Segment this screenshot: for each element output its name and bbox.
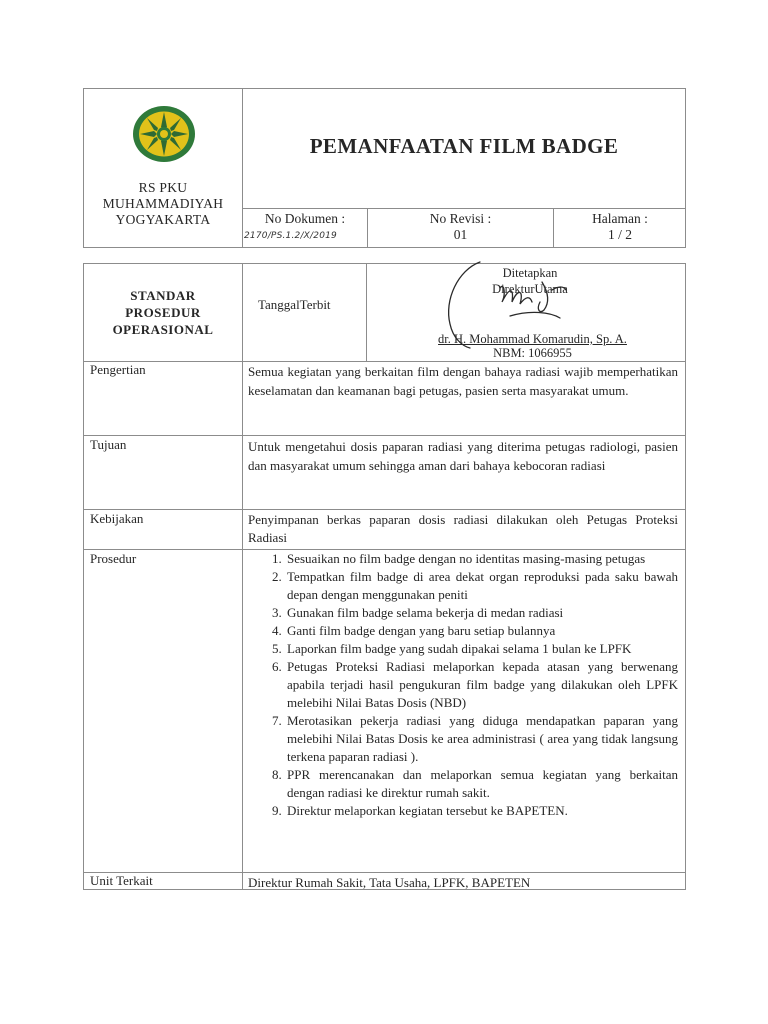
no-dokumen-label: No Dokumen :: [264, 211, 346, 226]
halaman-value: 1 / 2: [607, 227, 632, 242]
tanggal-terbit-label: TanggalTerbit: [258, 297, 331, 312]
list-item: 4. Ganti film badge dengan yang baru setiap bulannya: [285, 622, 678, 640]
tujuan-label: Tujuan: [90, 437, 127, 452]
prosedur-label: Prosedur: [90, 551, 137, 566]
sop-label: STANDAR PROSEDUR OPERASIONAL: [112, 288, 214, 337]
no-revisi-label: No Revisi :: [429, 211, 492, 226]
header-meta-divider: [242, 208, 686, 209]
unit-terkait-text: Direktur Rumah Sakit, Tata Usaha, LPFK, BAPETEN: [248, 875, 531, 890]
signer-name: dr. H. Mohammad Komarudin, Sp. A.: [438, 332, 627, 346]
list-item: 8. PPR merencanakan dan melaporkan semua kegiatan yang berkaitan dengan radiasi ke direktur rumah sakit.: [285, 766, 678, 802]
pengertian-text: Semua kegiatan yang berkaitan film dengan bahaya radiasi wajib memperhatikan keselamatan dan keamanan bagi petugas, pasien serta masyarakat umum.: [248, 364, 678, 398]
list-item: 1. Sesuaikan no film badge dengan no identitas masing-masing petugas: [285, 550, 678, 568]
hospital-name: RS PKU MUHAMMADIYAH YOGYAKARTA: [102, 180, 224, 227]
list-item: 2. Tempatkan film badge di area dekat organ reproduksi pada saku bawah depan dengan menggunakan peniti: [285, 568, 678, 604]
signer-nbm: NBM: 1066955: [493, 346, 572, 360]
list-item: 9. Direktur melaporkan kegiatan tersebut ke BAPETEN.: [285, 802, 678, 820]
list-item: 3. Gunakan film badge selama bekerja di medan radiasi: [285, 604, 678, 622]
document-title: PEMANFAATAN FILM BADGE: [309, 134, 619, 158]
pengertian-label: Pengertian: [90, 362, 146, 377]
kebijakan-text: Penyimpanan berkas paparan dosis radiasi dilakukan oleh Petugas Proteksi Radiasi: [248, 512, 678, 545]
hospital-logo-icon: [132, 105, 196, 163]
signature-icon: [440, 252, 590, 352]
no-dokumen-handwritten: 2170/PS.1.2/X/2019: [244, 231, 337, 241]
label-column-divider: [242, 263, 243, 890]
no-revisi-value: 01: [453, 227, 468, 242]
ditetapkan-label: Ditetapkan: [502, 266, 558, 280]
direktur-utama-label: DirekturUtama: [492, 282, 568, 296]
kebijakan-label: Kebijakan: [90, 511, 144, 526]
prosedur-list: [248, 550, 678, 820]
list-item: 7. Merotasikan pekerja radiasi yang diduga mendapatkan paparan yang melebihi Nilai Batas Dosis ke area administrasi ( area yang tidak langsung terkena paparan radiasi ).: [285, 712, 678, 766]
tujuan-text: Untuk mengetahui dosis paparan radiasi yang diterima petugas radiologi, pasien dan masyarakat umum sehingga aman dari bahaya kebocoran radiasi: [248, 439, 678, 473]
list-item: 5. Laporkan film badge yang sudah dipakai selama 1 bulan ke LPFK: [285, 640, 678, 658]
halaman-label: Halaman :: [592, 211, 648, 226]
unit-terkait-label: Unit Terkait: [90, 873, 153, 888]
list-item: 6. Petugas Proteksi Radiasi melaporkan kepada atasan yang berwenang apabila terjadi hasil pengukuran film badge yang dilakukan oleh LPFK melebihi Nilai Batas Dosis (NBD): [285, 658, 678, 712]
